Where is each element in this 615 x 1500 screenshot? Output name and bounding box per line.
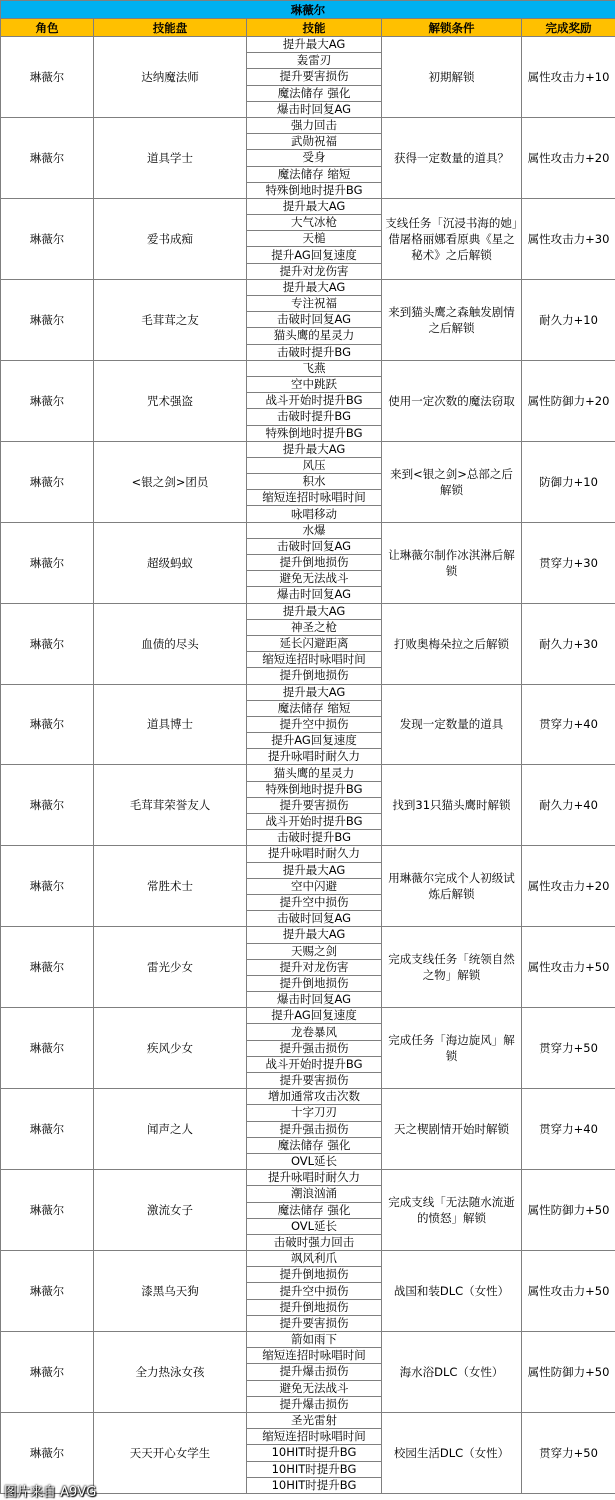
skill-cell: 提升AG回复速度 xyxy=(247,247,382,263)
skill-cell: 轰雷刃 xyxy=(247,53,382,69)
skill-cell: 击破时提升BG xyxy=(247,409,382,425)
skill-cell: 猫头鹰的星灵力 xyxy=(247,328,382,344)
reward-cell: 耐久力+10 xyxy=(522,279,615,360)
table-title-row xyxy=(1,1,615,19)
skill-cell: 提升要害损伤 xyxy=(247,1315,382,1331)
role-cell: 琳薇尔 xyxy=(1,1089,94,1170)
role-cell: 琳薇尔 xyxy=(1,765,94,846)
board-cell: 常胜术士 xyxy=(94,846,247,927)
role-cell: 琳薇尔 xyxy=(1,603,94,684)
table-row xyxy=(1,360,615,376)
condition-cell: 校园生活DLC（女性） xyxy=(382,1412,522,1493)
skill-cell: 提升强击损伤 xyxy=(247,1040,382,1056)
table-row xyxy=(1,1251,615,1267)
skill-cell: 积水 xyxy=(247,474,382,490)
reward-cell: 属性攻击力+50 xyxy=(522,1251,615,1332)
role-cell: 琳薇尔 xyxy=(1,279,94,360)
header-role: 角色 xyxy=(1,19,94,37)
board-cell: 激流女子 xyxy=(94,1170,247,1251)
skill-cell: 击破时回复AG xyxy=(247,911,382,927)
board-cell: 疾风少女 xyxy=(94,1008,247,1089)
skill-cell: OVL延长 xyxy=(247,1153,382,1169)
skill-cell: 特殊倒地时提升BG xyxy=(247,781,382,797)
board-cell: 天天开心女学生 xyxy=(94,1412,247,1493)
skill-cell: 10HIT时提升BG xyxy=(247,1445,382,1461)
table-row xyxy=(1,1170,615,1186)
skill-cell: 空中闪避 xyxy=(247,878,382,894)
skill-cell: 猫头鹰的星灵力 xyxy=(247,765,382,781)
reward-cell: 耐久力+30 xyxy=(522,603,615,684)
skill-cell: 击破时回复AG xyxy=(247,538,382,554)
board-cell: 道具学士 xyxy=(94,117,247,198)
reward-cell: 贯穿力+50 xyxy=(522,1412,615,1493)
role-cell: 琳薇尔 xyxy=(1,37,94,118)
condition-cell: 初期解锁 xyxy=(382,37,522,118)
role-cell: 琳薇尔 xyxy=(1,1332,94,1413)
skill-cell: 咏唱移动 xyxy=(247,506,382,522)
condition-cell: 战国和装DLC（女性） xyxy=(382,1251,522,1332)
skill-cell: 提升对龙伤害 xyxy=(247,959,382,975)
skill-cell: 提升倒地损伤 xyxy=(247,1267,382,1283)
skill-cell: 提升要害损伤 xyxy=(247,1073,382,1089)
skill-cell: 强力回击 xyxy=(247,117,382,133)
reward-cell: 属性防御力+20 xyxy=(522,360,615,441)
board-cell: 漆黑乌天狗 xyxy=(94,1251,247,1332)
skill-cell: 缩短连招时咏唱时间 xyxy=(247,652,382,668)
table-row xyxy=(1,1008,615,1024)
skill-cell: 提升对龙伤害 xyxy=(247,263,382,279)
role-cell: 琳薇尔 xyxy=(1,1008,94,1089)
condition-cell: 发现一定数量的道具 xyxy=(382,684,522,765)
skill-cell: 提升强击损伤 xyxy=(247,1121,382,1137)
condition-cell: 天之楔剧情开始时解锁 xyxy=(382,1089,522,1170)
table-row xyxy=(1,765,615,781)
reward-cell: 属性攻击力+20 xyxy=(522,117,615,198)
reward-cell: 贯穿力+30 xyxy=(522,522,615,603)
reward-cell: 贯穿力+40 xyxy=(522,684,615,765)
watermark: 图片来自 A9VG xyxy=(4,1485,97,1500)
condition-cell: 打败奥梅朵拉之后解锁 xyxy=(382,603,522,684)
header-skills: 技能 xyxy=(247,19,382,37)
board-cell: 血债的尽头 xyxy=(94,603,247,684)
skill-cell: 击破时回复AG xyxy=(247,312,382,328)
skill-cell: 提升爆击损伤 xyxy=(247,1364,382,1380)
skill-cell: 提升最大AG xyxy=(247,279,382,295)
skill-cell: 特殊倒地时提升BG xyxy=(247,182,382,198)
skill-cell: 天赐之剑 xyxy=(247,943,382,959)
skill-cell: 特殊倒地时提升BG xyxy=(247,425,382,441)
table-row xyxy=(1,684,615,700)
skill-cell: 提升咏唱时耐久力 xyxy=(247,846,382,862)
role-cell: 琳薇尔 xyxy=(1,1412,94,1493)
board-cell: 雷光少女 xyxy=(94,927,247,1008)
skill-cell: 提升空中损伤 xyxy=(247,716,382,732)
condition-cell: 用琳薇尔完成个人初级试炼后解锁 xyxy=(382,846,522,927)
skill-cell: 专注祝福 xyxy=(247,296,382,312)
board-cell: 闻声之人 xyxy=(94,1089,247,1170)
reward-cell: 属性防御力+50 xyxy=(522,1332,615,1413)
reward-cell: 防御力+10 xyxy=(522,441,615,522)
table-row xyxy=(1,603,615,619)
role-cell: 琳薇尔 xyxy=(1,927,94,1008)
table-header-row xyxy=(1,19,615,37)
condition-cell: 来到猫头鹰之森触发剧情之后解锁 xyxy=(382,279,522,360)
reward-cell: 属性攻击力+30 xyxy=(522,198,615,279)
skill-cell: 提升咏唱时耐久力 xyxy=(247,749,382,765)
board-cell: 毛茸茸荣誉友人 xyxy=(94,765,247,846)
skill-cell: 10HIT时提升BG xyxy=(247,1461,382,1477)
skill-cell: 水爆 xyxy=(247,522,382,538)
skill-cell: 提升AG回复速度 xyxy=(247,733,382,749)
skill-cell: 提升爆击损伤 xyxy=(247,1396,382,1412)
reward-cell: 贯穿力+40 xyxy=(522,1089,615,1170)
reward-cell: 属性攻击力+10 xyxy=(522,37,615,118)
role-cell: 琳薇尔 xyxy=(1,198,94,279)
board-cell: 全力热泳女孩 xyxy=(94,1332,247,1413)
skill-cell: 十字刀刃 xyxy=(247,1105,382,1121)
skill-cell: 提升最大AG xyxy=(247,198,382,214)
skill-cell: 提升最大AG xyxy=(247,441,382,457)
table-row xyxy=(1,198,615,214)
skill-cell: 提升最大AG xyxy=(247,37,382,53)
table-title: 琳薇尔 xyxy=(1,1,615,19)
table-body xyxy=(1,37,615,1494)
skill-cell: 缩短连招时咏唱时间 xyxy=(247,490,382,506)
role-cell: 琳薇尔 xyxy=(1,846,94,927)
table-row xyxy=(1,1089,615,1105)
condition-cell: 完成任务「海边旋风」解锁 xyxy=(382,1008,522,1089)
skill-cell: 战斗开始时提升BG xyxy=(247,393,382,409)
skill-cell: 战斗开始时提升BG xyxy=(247,814,382,830)
condition-cell: 完成支线任务「统领自然之物」解锁 xyxy=(382,927,522,1008)
skill-cell: 提升最大AG xyxy=(247,684,382,700)
board-cell: <银之剑>团员 xyxy=(94,441,247,522)
table-row xyxy=(1,37,615,53)
skill-cell: 提升倒地损伤 xyxy=(247,668,382,684)
skill-cell: 飞燕 xyxy=(247,360,382,376)
skill-cell: 魔法储存 缩短 xyxy=(247,700,382,716)
table-row xyxy=(1,279,615,295)
board-cell: 爱书成痴 xyxy=(94,198,247,279)
condition-cell: 找到31只猫头鹰时解锁 xyxy=(382,765,522,846)
condition-cell: 完成支线「无法随水流逝的愤怒」解锁 xyxy=(382,1170,522,1251)
skill-cell: 提升空中损伤 xyxy=(247,1283,382,1299)
skill-cell: 提升最大AG xyxy=(247,927,382,943)
skill-cell: 提升最大AG xyxy=(247,862,382,878)
skill-cell: 提升倒地损伤 xyxy=(247,555,382,571)
condition-cell: 来到<银之剑>总部之后解锁 xyxy=(382,441,522,522)
header-board: 技能盘 xyxy=(94,19,247,37)
role-cell: 琳薇尔 xyxy=(1,522,94,603)
skill-cell: 击破时提升BG xyxy=(247,830,382,846)
skill-cell: 爆击时回复AG xyxy=(247,101,382,117)
skill-cell: 神圣之枪 xyxy=(247,619,382,635)
skill-cell: 爆击时回复AG xyxy=(247,587,382,603)
skill-cell: 空中跳跃 xyxy=(247,376,382,392)
skill-cell: OVL延长 xyxy=(247,1218,382,1234)
skill-cell: 击破时提升BG xyxy=(247,344,382,360)
reward-cell: 属性防御力+50 xyxy=(522,1170,615,1251)
role-cell: 琳薇尔 xyxy=(1,117,94,198)
skill-cell: 避免无法战斗 xyxy=(247,571,382,587)
skill-cell: 爆击时回复AG xyxy=(247,992,382,1008)
skill-cell: 提升咏唱时耐久力 xyxy=(247,1170,382,1186)
skill-cell: 增加通常攻击次数 xyxy=(247,1089,382,1105)
condition-cell: 支线任务「沉浸书海的她」借屠格丽娜看原典《星之秘术》之后解锁 xyxy=(382,198,522,279)
board-cell: 达纳魔法师 xyxy=(94,37,247,118)
skill-cell: 提升AG回复速度 xyxy=(247,1008,382,1024)
skill-cell: 武勋祝福 xyxy=(247,134,382,150)
table-row xyxy=(1,441,615,457)
board-cell: 超级蚂蚁 xyxy=(94,522,247,603)
header-condition: 解锁条件 xyxy=(382,19,522,37)
role-cell: 琳薇尔 xyxy=(1,360,94,441)
skill-cell: 受身 xyxy=(247,150,382,166)
skill-cell: 提升要害损伤 xyxy=(247,69,382,85)
skill-cell: 魔法储存 强化 xyxy=(247,85,382,101)
reward-cell: 属性攻击力+20 xyxy=(522,846,615,927)
skill-cell: 避免无法战斗 xyxy=(247,1380,382,1396)
skill-cell: 箭如雨下 xyxy=(247,1332,382,1348)
table-row xyxy=(1,927,615,943)
board-cell: 道具博士 xyxy=(94,684,247,765)
skill-cell: 战斗开始时提升BG xyxy=(247,1056,382,1072)
table-row xyxy=(1,846,615,862)
reward-cell: 贯穿力+50 xyxy=(522,1008,615,1089)
skill-cell: 提升倒地损伤 xyxy=(247,1299,382,1315)
skill-cell: 圣光雷射 xyxy=(247,1412,382,1428)
board-cell: 毛茸茸之友 xyxy=(94,279,247,360)
table-row xyxy=(1,1412,615,1428)
skill-cell: 潮浪汹涌 xyxy=(247,1186,382,1202)
role-cell: 琳薇尔 xyxy=(1,1251,94,1332)
skill-cell: 大气冰枪 xyxy=(247,215,382,231)
condition-cell: 获得一定数量的道具？ xyxy=(382,117,522,198)
table-row xyxy=(1,117,615,133)
skill-cell: 击破时强力回击 xyxy=(247,1234,382,1250)
condition-cell: 让琳薇尔制作冰淇淋后解锁 xyxy=(382,522,522,603)
skill-cell: 风压 xyxy=(247,457,382,473)
skill-cell: 龙卷暴风 xyxy=(247,1024,382,1040)
skill-cell: 提升最大AG xyxy=(247,603,382,619)
role-cell: 琳薇尔 xyxy=(1,441,94,522)
condition-cell: 海水浴DLC（女性） xyxy=(382,1332,522,1413)
board-cell: 咒术强盗 xyxy=(94,360,247,441)
skill-cell: 提升倒地损伤 xyxy=(247,975,382,991)
skill-cell: 10HIT时提升BG xyxy=(247,1477,382,1493)
skill-cell: 天槌 xyxy=(247,231,382,247)
role-cell: 琳薇尔 xyxy=(1,1170,94,1251)
reward-cell: 耐久力+40 xyxy=(522,765,615,846)
table-row xyxy=(1,1332,615,1348)
condition-cell: 使用一定次数的魔法窃取 xyxy=(382,360,522,441)
table-row xyxy=(1,522,615,538)
skill-cell: 提升要害损伤 xyxy=(247,797,382,813)
skill-cell: 魔法储存 强化 xyxy=(247,1202,382,1218)
header-reward: 完成奖励 xyxy=(522,19,615,37)
skill-cell: 缩短连招时咏唱时间 xyxy=(247,1429,382,1445)
skill-cell: 缩短连招时咏唱时间 xyxy=(247,1348,382,1364)
reward-cell: 属性攻击力+50 xyxy=(522,927,615,1008)
skill-cell: 魔法储存 强化 xyxy=(247,1137,382,1153)
skill-cell: 飒风利爪 xyxy=(247,1251,382,1267)
skill-cell: 提升空中损伤 xyxy=(247,894,382,910)
role-cell: 琳薇尔 xyxy=(1,684,94,765)
skill-cell: 延长闪避距离 xyxy=(247,635,382,651)
skill-cell: 魔法储存 缩短 xyxy=(247,166,382,182)
